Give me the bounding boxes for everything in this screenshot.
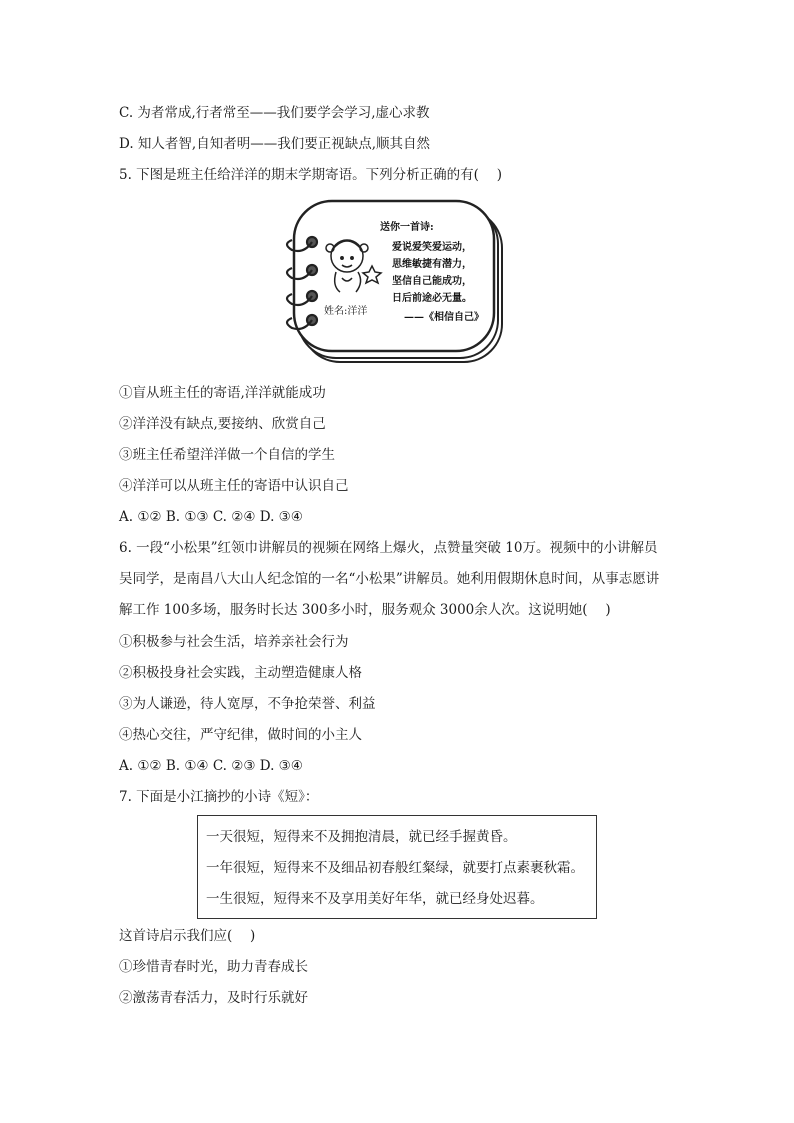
card-verse-4: 日后前途必无量。 bbox=[392, 293, 472, 304]
card-attribution: ——《相信自己》 bbox=[404, 312, 484, 323]
q7-choice-2: ②激荡青春活力，及时行乐就好 bbox=[119, 990, 308, 1006]
card-verse-3: 坚信自己能成功， bbox=[392, 276, 472, 287]
q6-choice-2: ②积极投身社会实践，主动塑造健康人格 bbox=[119, 665, 362, 681]
q5-choice-1: ①盲从班主任的寄语,洋洋就能成功 bbox=[119, 385, 326, 401]
question-6-line-1: 6. 一段“小松果”红领巾讲解员的视频在网络上爆火，点赞量突破 10万。视频中的小讲解员 bbox=[119, 540, 658, 556]
q6-choice-1: ①积极参与社会生活，培养亲社会行为 bbox=[119, 634, 349, 650]
question-5: 5. 下图是班主任给洋洋的期末学期寄语。下列分析正确的有( ) bbox=[119, 167, 502, 183]
q7-choice-1: ①珍惜青春时光，助力青春成长 bbox=[119, 959, 308, 975]
question-6-line-3: 解工作 100多场，服务时长达 300多小时，服务观众 3000余人次。这说明她( ) bbox=[119, 602, 611, 618]
poem-line-2: 一年很短，短得来不及细品初春般红粲绿，就要打点素裹秋霜。 bbox=[206, 860, 584, 876]
question-7: 7. 下面是小江摘抄的小诗《短》： bbox=[119, 789, 319, 805]
question-7-prompt: 这首诗启示我们应( ) bbox=[119, 928, 256, 944]
q5-answer-options: A. ①② B. ①③ C. ②④ D. ③④ bbox=[119, 509, 303, 525]
q5-choice-4: ④洋洋可以从班主任的寄语中认识自己 bbox=[119, 478, 349, 494]
q6-choice-3: ③为人谦逊，待人宽厚，不争抢荣誉、利益 bbox=[119, 696, 376, 712]
option-c: C. 为者常成,行者常至——我们要学会学习,虚心求教 bbox=[119, 105, 430, 121]
card-title: 送你一首诗: bbox=[380, 222, 434, 233]
card-verse-1: 爱说爱笑爱运动， bbox=[392, 242, 472, 253]
option-d: D. 知人者智,自知者明——我们要正视缺点,顺其自然 bbox=[119, 136, 431, 152]
q5-choice-2: ②洋洋没有缺点,要接纳、欣赏自己 bbox=[119, 416, 326, 432]
card-verse-2: 思维敏捷有潜力， bbox=[392, 259, 472, 270]
poem-line-3: 一生很短，短得来不及享用美好年华，就已经身处迟暮。 bbox=[206, 891, 544, 907]
poem-box bbox=[197, 815, 597, 919]
teacher-message-card bbox=[284, 196, 506, 366]
q6-choice-4: ④热心交往，严守纪律，做时间的小主人 bbox=[119, 727, 362, 743]
q5-choice-3: ③班主任希望洋洋做一个自信的学生 bbox=[119, 447, 335, 463]
question-6-line-2: 吴同学，是南昌八大山人纪念馆的一名“小松果”讲解员。她利用假期休息时间，从事志愿讲 bbox=[119, 571, 660, 587]
q6-answer-options: A. ①② B. ①④ C. ②③ D. ③④ bbox=[119, 758, 303, 774]
card-name: 姓名:洋洋 bbox=[324, 306, 368, 317]
poem-line-1: 一天很短，短得来不及拥抱清晨，就已经手握黄昏。 bbox=[206, 829, 517, 845]
